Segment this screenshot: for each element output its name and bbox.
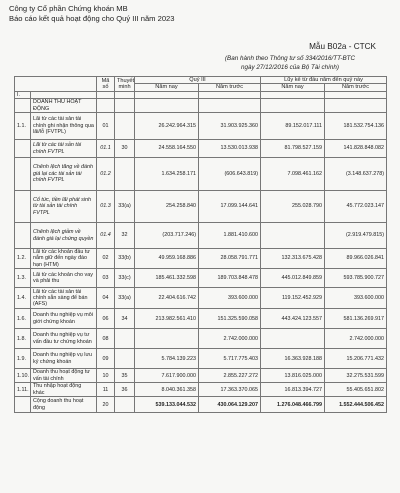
row-ytd-prev-year: 2.742.000.000 xyxy=(325,329,387,349)
issued-line-1: (Ban hành theo Thông tư số 334/2016/TT-BTC xyxy=(224,55,356,62)
row-label: DOANH THU HOẠT ĐỘNG xyxy=(31,99,97,113)
row-quarter-this-year: 254.258.840 xyxy=(135,191,199,223)
row-ytd-prev-year: 181.532.754.136 xyxy=(325,113,387,140)
row-note: 33(b) xyxy=(115,249,135,269)
row-index: 1.8. xyxy=(15,329,31,349)
row-quarter-prev-year: 13.530.013.938 xyxy=(199,140,261,158)
row-quarter-prev-year: 393.600.000 xyxy=(199,288,261,309)
row-index: 1.11. xyxy=(15,383,31,397)
row-ytd-this-year: 255.028.790 xyxy=(261,191,325,223)
row-code: 03 xyxy=(97,269,115,288)
table-row xyxy=(15,349,387,369)
row-label: Lãi từ các tài sản tài chính sẵn sàng để bán (AFS) xyxy=(31,288,97,309)
row-index xyxy=(15,158,31,191)
table-row xyxy=(15,91,387,98)
row-note: 33(a) xyxy=(115,191,135,223)
row-code: 11 xyxy=(97,383,115,397)
row-note xyxy=(115,113,135,140)
table-row xyxy=(15,140,387,158)
row-note xyxy=(115,397,135,413)
header-quarter-group: Quý III xyxy=(135,77,261,84)
row-code: 08 xyxy=(97,329,115,349)
row-index: 1.2. xyxy=(15,249,31,269)
header-ytd-prev-year: Năm trước xyxy=(325,84,387,91)
row-ytd-prev-year: 1.552.444.506.452 xyxy=(325,397,387,413)
row-label: Chênh lệch giảm về đánh giá lại chứng quyền xyxy=(31,223,97,249)
row-quarter-prev-year: 17.363.370.065 xyxy=(199,383,261,397)
row-note xyxy=(115,99,135,113)
row-label: Lãi từ các khoản cho vay và phải thu xyxy=(31,269,97,288)
row-quarter-this-year: 213.982.561.410 xyxy=(135,309,199,329)
table-row xyxy=(15,113,387,140)
row-index xyxy=(15,191,31,223)
issued-note xyxy=(206,55,374,72)
row-ytd-prev-year: 89.966.026.841 xyxy=(325,249,387,269)
row-quarter-prev-year: 151.325.590.058 xyxy=(199,309,261,329)
row-ytd-prev-year xyxy=(325,99,387,113)
row-ytd-this-year: 16.813.394.727 xyxy=(261,383,325,397)
table-row xyxy=(15,269,387,288)
row-code: 10 xyxy=(97,369,115,383)
row-quarter-this-year xyxy=(135,99,199,113)
row-quarter-this-year: 8.040.361.358 xyxy=(135,383,199,397)
row-code: 01.3 xyxy=(97,191,115,223)
row-code: 09 xyxy=(97,349,115,369)
company-name: Công ty Cổ phần Chứng khoán MB xyxy=(9,4,128,13)
row-ytd-this-year: 119.152.452.929 xyxy=(261,288,325,309)
row-quarter-prev-year: 17.099.144.641 xyxy=(199,191,261,223)
row-quarter-prev-year: 28.058.791.771 xyxy=(199,249,261,269)
row-ytd-prev-year: (3.148.637.278) xyxy=(325,158,387,191)
row-code: 01 xyxy=(97,113,115,140)
header-item-cell xyxy=(15,77,97,92)
header-thuyet-minh: Thuyết minh xyxy=(115,77,135,92)
row-ytd-prev-year: (2.919.479.815) xyxy=(325,223,387,249)
row-ytd-this-year: 81.798.527.159 xyxy=(261,140,325,158)
row-ytd-this-year: 1.276.048.466.799 xyxy=(261,397,325,413)
row-note: 33(a) xyxy=(115,288,135,309)
row-note: 35 xyxy=(115,369,135,383)
row-label: Cộng doanh thu hoạt động xyxy=(31,397,97,413)
row-note xyxy=(115,91,135,98)
header-q-this-year: Năm nay xyxy=(135,84,199,91)
row-quarter-this-year: 26.242.964.315 xyxy=(135,113,199,140)
row-note xyxy=(115,158,135,191)
row-quarter-this-year xyxy=(135,91,199,98)
row-ytd-this-year: 7.098.461.162 xyxy=(261,158,325,191)
row-ytd-this-year: 89.152.017.111 xyxy=(261,113,325,140)
row-quarter-prev-year: 2.855.227.272 xyxy=(199,369,261,383)
header-ytd-group: Lũy kế từ đầu năm đến quý này xyxy=(261,77,387,84)
row-ytd-prev-year xyxy=(325,91,387,98)
table-row xyxy=(15,249,387,269)
row-note xyxy=(115,329,135,349)
row-note: 30 xyxy=(115,140,135,158)
table-row xyxy=(15,191,387,223)
row-index xyxy=(15,223,31,249)
row-code xyxy=(97,99,115,113)
row-code: 02 xyxy=(97,249,115,269)
row-code: 01.1 xyxy=(97,140,115,158)
row-quarter-this-year: 5.784.139.223 xyxy=(135,349,199,369)
row-label: Lãi từ các tài sản tài chính ghi nhận thông qua lãi/lỗ (FVTPL) xyxy=(31,113,97,140)
row-label xyxy=(31,91,97,98)
row-label: Chênh lệch tăng về đánh giá lại các tài sản tài chính FVTPL xyxy=(31,158,97,191)
row-ytd-this-year: 13.816.025.000 xyxy=(261,369,325,383)
row-quarter-this-year: 7.617.900.000 xyxy=(135,369,199,383)
row-index xyxy=(15,397,31,413)
row-quarter-prev-year: 430.064.129.207 xyxy=(199,397,261,413)
row-ytd-prev-year: 55.405.651.802 xyxy=(325,383,387,397)
row-ytd-this-year xyxy=(261,99,325,113)
row-quarter-this-year: 1.634.258.171 xyxy=(135,158,199,191)
table-row xyxy=(15,397,387,413)
row-quarter-prev-year xyxy=(199,99,261,113)
row-note xyxy=(115,349,135,369)
row-note: 32 xyxy=(115,223,135,249)
row-quarter-prev-year: 2.742.000.000 xyxy=(199,329,261,349)
row-label: Doanh thu nghiệp vụ môi giới chứng khoán xyxy=(31,309,97,329)
row-label: Doanh thu nghiệp vụ lưu ký chứng khoán xyxy=(31,349,97,369)
row-quarter-prev-year: 5.717.775.403 xyxy=(199,349,261,369)
row-index xyxy=(15,140,31,158)
row-label: Doanh thu hoạt động tư vấn tài chính xyxy=(31,369,97,383)
row-ytd-this-year: 132.313.675.428 xyxy=(261,249,325,269)
row-ytd-prev-year: 141.828.848.082 xyxy=(325,140,387,158)
row-quarter-this-year: 22.404.616.742 xyxy=(135,288,199,309)
table-row xyxy=(15,309,387,329)
row-ytd-this-year xyxy=(261,223,325,249)
row-index xyxy=(15,99,31,113)
row-quarter-prev-year xyxy=(199,91,261,98)
report-title: Báo cáo kết quả hoạt động cho Quý III năm 2023 xyxy=(9,14,175,23)
table-row xyxy=(15,288,387,309)
row-quarter-this-year: 24.558.164.550 xyxy=(135,140,199,158)
row-index: 1.6. xyxy=(15,309,31,329)
row-ytd-prev-year: 393.600.000 xyxy=(325,288,387,309)
row-index: I. xyxy=(15,91,31,98)
row-label: Thu nhập hoạt động khác xyxy=(31,383,97,397)
row-index: 1.9. xyxy=(15,349,31,369)
row-code: 20 xyxy=(97,397,115,413)
table-row xyxy=(15,99,387,113)
row-label: Cổ tức, tiền lãi phát sinh từ tài sản tài chính FVTPL xyxy=(31,191,97,223)
table-row xyxy=(15,369,387,383)
table-header-row-1 xyxy=(15,77,387,84)
row-note: 33(c) xyxy=(115,269,135,288)
income-statement-table xyxy=(14,76,387,413)
row-index: 1.4. xyxy=(15,288,31,309)
row-code: 06 xyxy=(97,309,115,329)
row-quarter-this-year xyxy=(135,329,199,349)
header-q-prev-year: Năm trước xyxy=(199,84,261,91)
row-quarter-prev-year: 31.903.925.360 xyxy=(199,113,261,140)
header-ma-so: Mã số xyxy=(97,77,115,92)
row-quarter-this-year: (203.717.246) xyxy=(135,223,199,249)
row-label: Lãi từ các tài sản tài chính FVTPL xyxy=(31,140,97,158)
issued-line-2: ngày 27/12/2016 của Bộ Tài chính) xyxy=(240,63,340,71)
row-quarter-prev-year: (606.643.819) xyxy=(199,158,261,191)
row-index: 1.10. xyxy=(15,369,31,383)
row-ytd-this-year xyxy=(261,91,325,98)
row-quarter-prev-year: 1.881.410.600 xyxy=(199,223,261,249)
table-row xyxy=(15,383,387,397)
row-ytd-this-year xyxy=(261,329,325,349)
row-code: 04 xyxy=(97,288,115,309)
row-quarter-this-year: 185.461.332.598 xyxy=(135,269,199,288)
row-label: Lãi từ các khoản đầu tư nắm giữ đến ngày đáo hạn (HTM) xyxy=(31,249,97,269)
row-quarter-this-year: 49.959.168.886 xyxy=(135,249,199,269)
form-code: Mẫu B02a - CTCK xyxy=(309,42,376,51)
table-row xyxy=(15,158,387,191)
row-ytd-prev-year: 32.275.531.599 xyxy=(325,369,387,383)
row-ytd-prev-year: 15.206.771.432 xyxy=(325,349,387,369)
row-code xyxy=(97,91,115,98)
row-ytd-this-year: 445.012.849.859 xyxy=(261,269,325,288)
row-ytd-prev-year: 581.136.269.917 xyxy=(325,309,387,329)
row-ytd-this-year: 16.363.928.188 xyxy=(261,349,325,369)
row-note: 36 xyxy=(115,383,135,397)
row-label: Doanh thu nghiệp vụ tư vấn đầu tư chứng khoán xyxy=(31,329,97,349)
row-quarter-this-year: 539.133.044.532 xyxy=(135,397,199,413)
table-row xyxy=(15,223,387,249)
row-code: 01.2 xyxy=(97,158,115,191)
header-ytd-this-year: Năm nay xyxy=(261,84,325,91)
report-header xyxy=(9,4,175,24)
row-index: 1.1. xyxy=(15,113,31,140)
row-note: 34 xyxy=(115,309,135,329)
row-quarter-prev-year: 189.703.848.478 xyxy=(199,269,261,288)
row-ytd-prev-year: 593.785.900.727 xyxy=(325,269,387,288)
table-row xyxy=(15,329,387,349)
row-code: 01.4 xyxy=(97,223,115,249)
row-index: 1.3. xyxy=(15,269,31,288)
row-ytd-this-year: 443.424.123.557 xyxy=(261,309,325,329)
row-ytd-prev-year: 45.772.023.147 xyxy=(325,191,387,223)
